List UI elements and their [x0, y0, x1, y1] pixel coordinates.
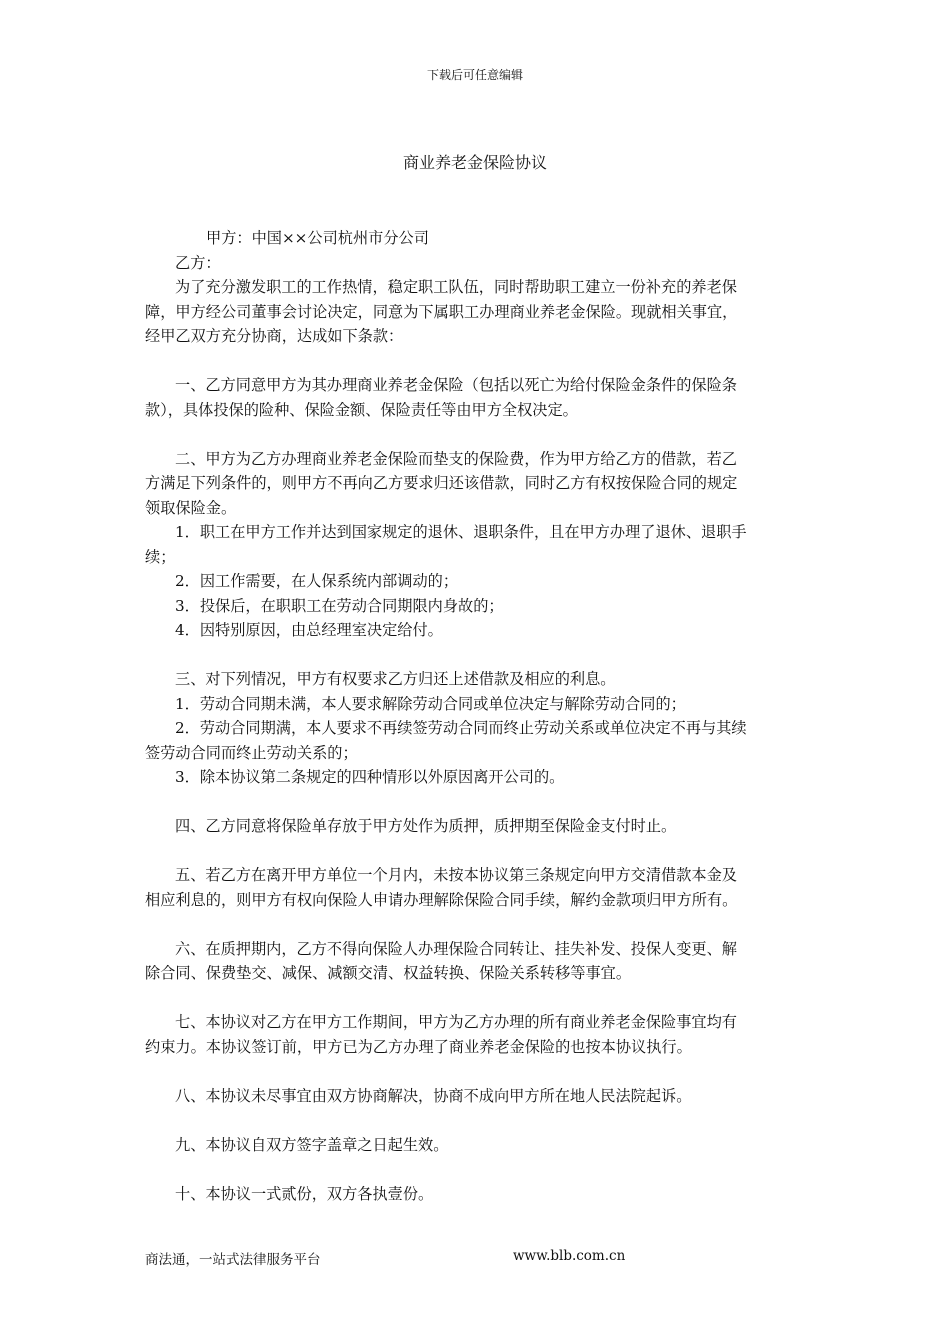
clause-2-item: 续； [145, 547, 176, 566]
clause-2-item: 1．职工在甲方工作并达到国家规定的退休、退职条件，且在甲方办理了退休、退职手 [175, 523, 747, 541]
clause-5: 相应利息的，则甲方有权向保险人申请办理解除保险合同手续，解约金款项归甲方所有。 [145, 890, 738, 909]
page-header: 下载后可任意编辑 [426, 68, 523, 82]
clause-3-item: 1．劳动合同期未满，本人要求解除劳动合同或单位决定与解除劳动合同的； [175, 694, 686, 713]
clause-5: 五、若乙方在离开甲方单位一个月内，未按本协议第三条规定向甲方交清借款本金及 [175, 866, 737, 884]
party-a: 甲方：中国××公司杭州市分公司 [206, 229, 429, 247]
document-title: 商业养老金保险协议 [402, 153, 547, 172]
clause-10: 十、本协议一式贰份，双方各执壹份。 [175, 1184, 434, 1203]
footer-website-link[interactable]: www.blb.com.cn [513, 1248, 626, 1264]
clause-4: 四、乙方同意将保险单存放于甲方处作为质押，质押期至保险金支付时止。 [175, 817, 677, 835]
clause-3: 三、对下列情况，甲方有权要求乙方归还上述借款及相应的利息。 [175, 670, 616, 688]
document-body [145, 226, 807, 1206]
clause-1: 一、乙方同意甲方为其办理商业养老金保险（包括以死亡为给付保险金条件的保险条 [175, 376, 737, 394]
intro-line: 障，甲方经公司董事会讨论决定，同意为下属职工办理商业养老金保险。现就相关事宜， [145, 302, 738, 321]
clause-2: 领取保险金。 [145, 498, 237, 517]
clause-3-item: 3．除本协议第二条规定的四种情形以外原因离开公司的。 [175, 768, 565, 786]
clause-1: 款），具体投保的险种、保险金额、保险责任等由甲方全权决定。 [145, 400, 578, 419]
clause-2: 方满足下列条件的，则甲方不再向乙方要求归还该借款，同时乙方有权按保险合同的规定 [145, 474, 738, 492]
intro-line: 经甲乙双方充分协商，达成如下条款： [145, 327, 404, 345]
clause-7: 约束力。本协议签订前，甲方已为乙方办理了商业养老金保险的也按本协议执行。 [145, 1037, 692, 1056]
clause-2: 二、甲方为乙方办理商业养老金保险而垫支的保险费，作为甲方给乙方的借款，若乙 [175, 449, 737, 468]
clause-7: 七、本协议对乙方在甲方工作期间，甲方为乙方办理的所有商业养老金保险事宜均有 [175, 1013, 737, 1031]
intro-line: 为了充分激发职工的工作热情，稳定职工队伍，同时帮助职工建立一份补充的养老保 [175, 278, 737, 296]
clause-3-item: 签劳动合同而终止劳动关系的； [145, 743, 358, 762]
clause-6: 六、在质押期内，乙方不得向保险人办理保险合同转让、挂失补发、投保人变更、解 [175, 939, 737, 958]
party-b: 乙方： [175, 253, 221, 272]
clause-2-item: 2．因工作需要，在人保系统内部调动的； [175, 572, 459, 590]
clause-2-item: 3．投保后，在职职工在劳动合同期限内身故的； [175, 596, 504, 615]
clause-3-item: 2．劳动合同期满，本人要求不再续签劳动合同而终止劳动关系或单位决定不再与其续 [175, 719, 747, 737]
clause-8: 八、本协议未尽事宜由双方协商解决，协商不成向甲方所在地人民法院起诉。 [175, 1086, 692, 1105]
clause-6: 除合同、保费垫交、减保、减额交清、权益转换、保险关系转移等事宜。 [145, 964, 631, 982]
clause-2-item: 4．因特别原因，由总经理室决定给付。 [175, 621, 443, 639]
footer-platform-name: 商法通，一站式法律服务平台 [145, 1252, 321, 1268]
clause-9: 九、本协议自双方签字盖章之日起生效。 [175, 1135, 449, 1154]
